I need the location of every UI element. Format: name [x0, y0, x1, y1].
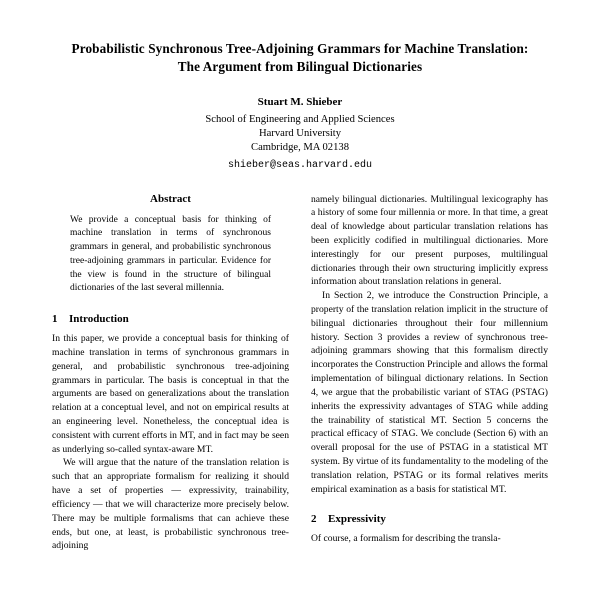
intro-paragraph-1: In this paper, we provide a conceptual basis for thinking of machine translation in terms of synchronous grammars in general, and probabilistic synchronous tree-adjoining grammars in particular. The basis is conceptual in that the arguments are based on generalizations about the translation relation at a conceptual level, and not on empirical results at an engineering level. Nonetheless, the conceptual idea is consistent with current efforts in MT, and in fact may be seen as underlying so-called syntax-aware MT.: [52, 333, 289, 455]
two-column-body: [52, 193, 548, 554]
abstract-heading: Abstract: [150, 192, 191, 205]
affiliation: [52, 113, 548, 155]
affiliation-line-3: Cambridge, MA 02138: [251, 141, 349, 153]
section-number: 2: [311, 513, 317, 526]
author-name: Stuart M. Shieber: [257, 95, 343, 108]
section-title: Expressivity: [328, 513, 386, 526]
right-column: [311, 193, 548, 554]
right-paragraph-1: namely bilingual dictionaries. Multilingual lexicography has a history of some four millennia or more. In that time, a great deal of knowledge about particular translation relations has been explicitly codified in multilingual dictionaries. More interestingly for our present purposes, multilingual dictionaries through their own structuring implicitly express information about translation relations in general.: [311, 193, 548, 288]
section-title: Introduction: [69, 313, 129, 326]
affiliation-line-2: Harvard University: [258, 127, 342, 139]
expressivity-paragraph-1: Of course, a formalism for describing the transla-: [311, 533, 501, 545]
abstract-text: We provide a conceptual basis for thinking of machine translation in terms of synchronous grammars in general, and probabilistic synchronous tree-adjoining grammars in particular. Evidence for the view is found in the structure of bilingual dictionaries of the last several millennia.: [70, 214, 271, 294]
left-column: [52, 193, 289, 554]
section-heading-expressivity: [311, 513, 548, 525]
right-paragraph-2: In Section 2, we introduce the Construction Principle, a property of the translation relation implicit in the structure of bilingual dictionaries throughout their four millennium history. Section 3 provides a review of synchronous tree-adjoining grammars showing that this formalism directly incorporates the Construction Principle and allows the formal implementation of bilingual dictionary relations. In Section 4, we argue that the probabilistic variant of STAG (PSTAG) inherits the expressivity advantages of STAG while adding the trainability of statistical MT. Section 5 concerns the practical efficacy of STAG. We conclude (Section 6) with an overall proposal for the use of PSTAG in a statistical MT system. By virtue of its fundamentality to the modeling of the translation relation, PSTAG or its formal relatives merits empirical examination as a basis for statistical MT.: [311, 290, 548, 495]
affiliation-line-1: School of Engineering and Applied Sciences: [205, 113, 395, 125]
section-number: 1: [52, 313, 58, 326]
intro-paragraph-2: We will argue that the nature of the translation relation is such that an appropriate formalism for realizing it should have a set of properties — expressivity, trainability, efficiency — that we will characterize more precisely below. There may be multiple formalisms that can achieve these ends, but one, at least, is probabilistic synchronous tree-adjoining: [52, 457, 289, 552]
author-email: shieber@seas.harvard.edu: [227, 159, 373, 171]
section-heading-introduction: [52, 313, 289, 325]
page-title: Probabilistic Synchronous Tree-Adjoining Grammars for Machine Translation: The Argument from Bilingual Dictionaries: [71, 41, 529, 74]
